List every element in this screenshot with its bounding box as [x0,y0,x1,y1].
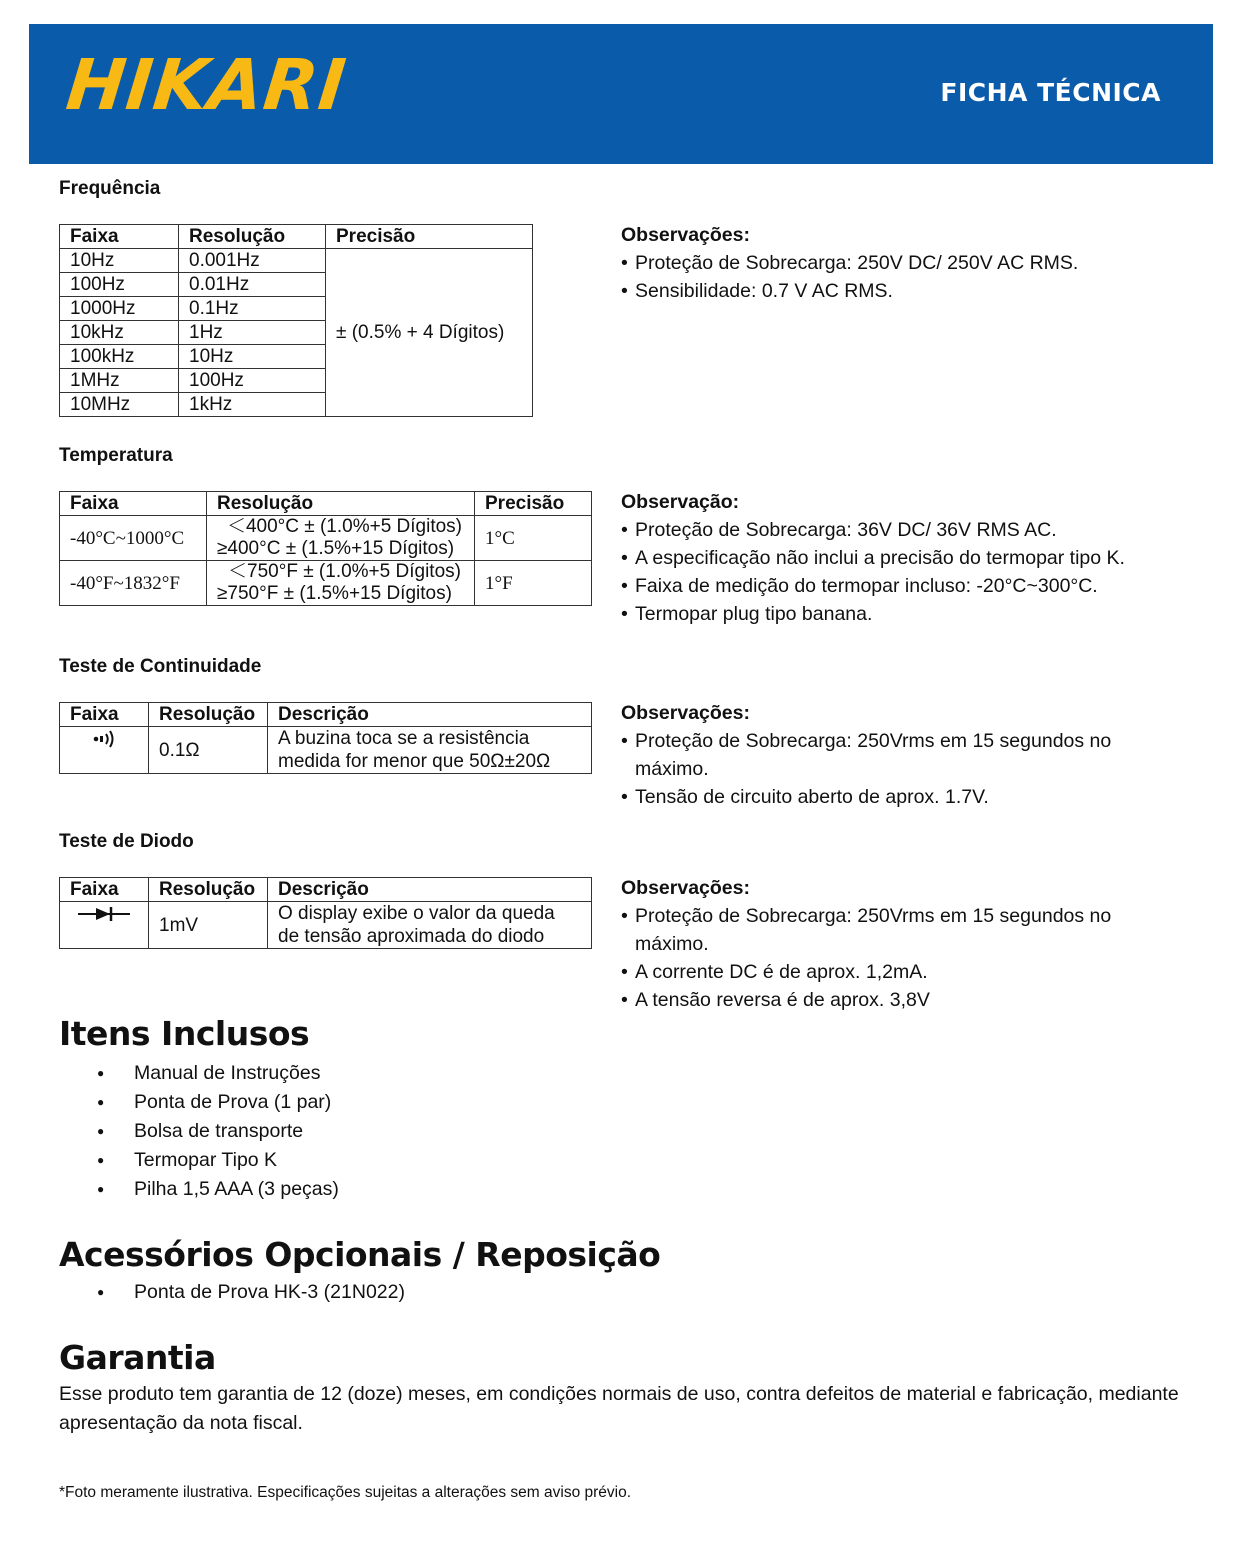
precisao-cell: 1°F [475,561,592,606]
table-row [60,902,592,949]
col-precisao: Precisão [475,492,592,516]
list-item: ● Pilha 1,5 AAA (3 peças) [95,1175,339,1204]
temperatura-table [59,491,592,606]
col-resolucao: Resolução [149,703,268,727]
list-item: ● Termopar Tipo K [95,1146,339,1175]
observation-item: • Proteção de Sobrecarga: 250Vrms em 15 segundos no máximo. [621,727,1181,783]
header-banner [29,24,1213,164]
list-item: ● Ponta de Prova (1 par) [95,1088,339,1117]
resolucao-cell: 10Hz [179,345,326,369]
col-faixa: Faixa [60,878,149,902]
table-row [60,561,592,606]
col-faixa: Faixa [60,225,179,249]
acessorios-list [95,1278,405,1307]
diodo-table [59,877,592,949]
observation-item: • A especificação não inclui a precisão do termopar tipo K. [621,544,1125,572]
resolucao-cell: 100Hz [179,369,326,393]
diodo-title: Teste de Diodo [59,831,194,852]
resolucao-cell: 0.001Hz [179,249,326,273]
faixa-cell: 10kHz [60,321,179,345]
garantia-text: Esse produto tem garantia de 12 (doze) meses, em condições normais de uso, contra defeitos de material e fabricação, mediante apresentação da nota fiscal. [59,1383,1179,1434]
table-row [60,727,592,774]
descricao-cell [268,727,592,774]
list-item: ● Bolsa de transporte [95,1117,339,1146]
col-descricao: Descrição [268,878,592,902]
temperatura-observations [621,488,1125,628]
precisao-cell: ± (0.5% + 4 Dígitos) [326,249,533,417]
observation-item: • A corrente DC é de aprox. 1,2mA. [621,958,1181,986]
document-type-title: FICHA TÉCNICA [940,78,1161,107]
col-descricao: Descrição [268,703,592,727]
observation-item: • Tensão de circuito aberto de aprox. 1.7V. [621,783,1181,811]
continuity-buzzer-icon [91,729,117,755]
faixa-cell: 1000Hz [60,297,179,321]
resolucao-cell: 0.01Hz [179,273,326,297]
itens-inclusos-title: Itens Inclusos [59,1014,310,1053]
observation-item: • Proteção de Sobrecarga: 36V DC/ 36V RMS AC. [621,516,1125,544]
descricao-line: medida for menor que 50Ω±20Ω [278,751,551,772]
faixa-cell: 1MHz [60,369,179,393]
continuidade-table [59,702,592,774]
faixa-cell [60,727,149,774]
resolucao-line: ＜400°C ± (1.0%+5 Dígitos) [226,516,463,537]
col-faixa: Faixa [60,492,207,516]
col-resolucao: Resolução [179,225,326,249]
footnote: *Foto meramente ilustrativa. Especificações sujeitas a alterações sem aviso prévio. [59,1484,632,1501]
observation-item: • Proteção de Sobrecarga: 250Vrms em 15 segundos no máximo. [621,902,1181,958]
observations-title: Observações: [621,224,750,246]
faixa-cell: -40°F~1832°F [60,561,207,606]
col-resolucao: Resolução [207,492,475,516]
resolucao-cell [207,516,475,561]
list-item: ● Ponta de Prova HK-3 (21N022) [95,1278,405,1307]
faixa-cell: 100kHz [60,345,179,369]
descricao-line: de tensão aproximada do diodo [278,926,545,947]
resolucao-cell [207,561,475,606]
observations-title: Observações: [621,877,750,899]
resolucao-cell: 0.1Hz [179,297,326,321]
observations-title: Observações: [621,702,750,724]
descricao-cell [268,902,592,949]
brand-logo: HIKARI [62,44,351,126]
observation-item: • Faixa de medição do termopar incluso: -20°C~300°C. [621,572,1125,600]
itens-inclusos-list [95,1059,339,1204]
observation-item: • Sensibilidade: 0.7 V AC RMS. [621,277,1078,305]
resolucao-line: ≥400°C ± (1.5%+15 Dígitos) [217,538,455,559]
observation-item: • Proteção de Sobrecarga: 250V DC/ 250V AC RMS. [621,249,1078,277]
resolucao-cell: 0.1Ω [149,727,268,774]
frequencia-table [59,224,533,417]
table-row [60,516,592,561]
diodo-observations [621,874,1181,1014]
faixa-cell: 100Hz [60,273,179,297]
diode-icon [76,905,132,929]
frequencia-observations [621,221,1078,305]
garantia-title: Garantia [59,1338,216,1377]
resolucao-line: ≥750°F ± (1.5%+15 Dígitos) [217,583,452,604]
descricao-line: A buzina toca se a resistência [278,728,530,749]
resolucao-cell: 1mV [149,902,268,949]
frequencia-title: Frequência [59,178,161,199]
continuidade-title: Teste de Continuidade [59,656,262,677]
resolucao-cell: 1Hz [179,321,326,345]
col-precisao: Precisão [326,225,533,249]
col-resolucao: Resolução [149,878,268,902]
observation-item: • A tensão reversa é de aprox. 3,8V [621,986,1181,1014]
resolucao-cell: 1kHz [179,393,326,417]
faixa-cell [60,902,149,949]
faixa-cell: 10MHz [60,393,179,417]
list-item: ● Manual de Instruções [95,1059,339,1088]
continuidade-observations [621,699,1181,811]
precisao-cell: 1°C [475,516,592,561]
faixa-cell: 10Hz [60,249,179,273]
observation-item: • Termopar plug tipo banana. [621,600,1125,628]
table-row [60,249,533,273]
acessorios-title: Acessórios Opcionais / Reposição [59,1235,661,1274]
faixa-cell: -40°C~1000°C [60,516,207,561]
resolucao-line: ＜750°F ± (1.0%+5 Dígitos) [228,561,461,582]
observations-title: Observação: [621,491,740,513]
col-faixa: Faixa [60,703,149,727]
temperatura-title: Temperatura [59,445,173,466]
descricao-line: O display exibe o valor da queda [278,903,555,924]
